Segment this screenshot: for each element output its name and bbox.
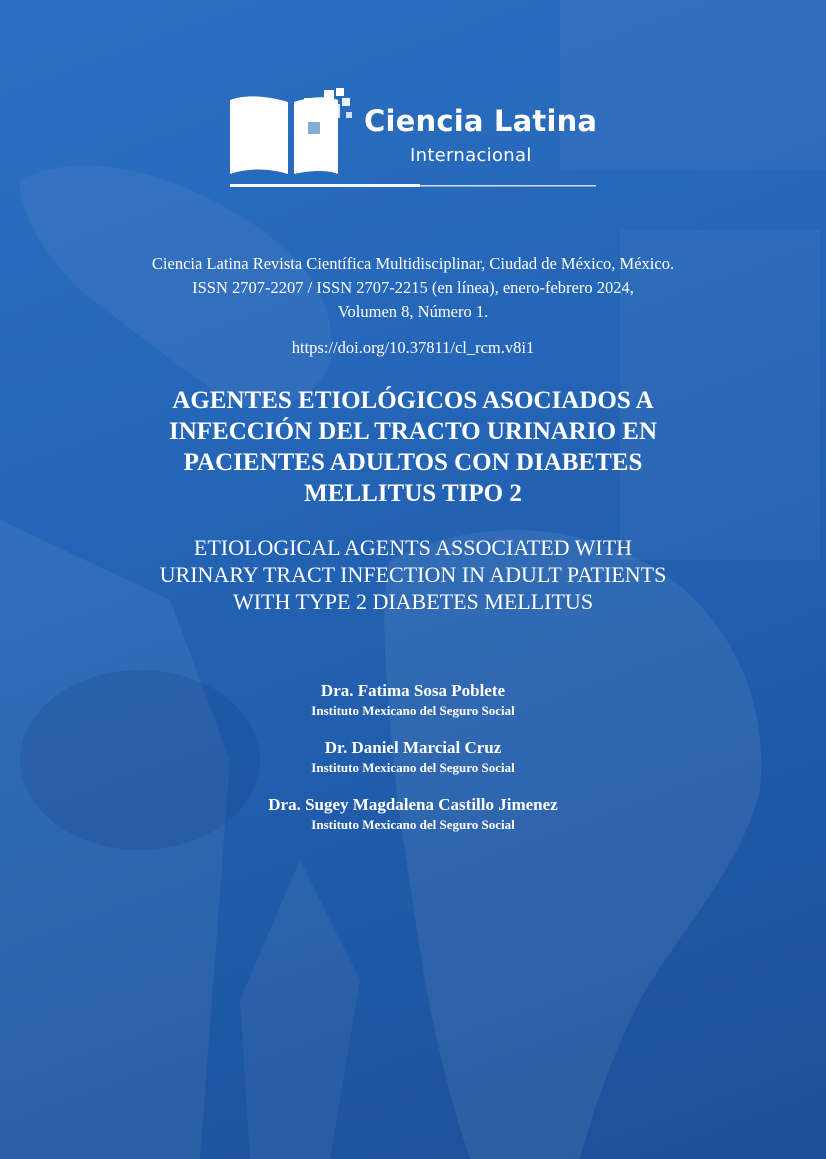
- title-en-line: ETIOLOGICAL AGENTS ASSOCIATED WITH: [193, 535, 633, 560]
- author-name: Dra. Fatima Sosa Poblete: [320, 681, 506, 700]
- title-english: [60, 534, 766, 615]
- title-spanish: [60, 385, 766, 509]
- author-entry: [0, 794, 826, 833]
- author-name: Dr. Daniel Marcial Cruz: [324, 738, 502, 757]
- brand-subtitle: Internacional: [410, 145, 532, 166]
- authors-list: [0, 680, 826, 851]
- brand-name: Ciencia Latina: [364, 104, 598, 138]
- title-es-line: MELLITUS TIPO 2: [304, 480, 522, 507]
- journal-line-2: ISSN 2707-2207 / ISSN 2707-2215 (en línea), enero-febrero 2024,: [192, 278, 634, 297]
- author-name: Dra. Sugey Magdalena Castillo Jimenez: [268, 795, 558, 814]
- title-en-line: URINARY TRACT INFECTION IN ADULT PATIENTS: [159, 562, 667, 587]
- author-entry: [0, 737, 826, 776]
- journal-line-3: Volumen 8, Número 1.: [337, 302, 489, 321]
- journal-line-1: Ciencia Latina Revista Científica Multidisciplinar, Ciudad de México, México.: [151, 254, 675, 273]
- title-es-line: AGENTES ETIOLÓGICOS ASOCIADOS A: [172, 387, 654, 414]
- author-institution: Instituto Mexicano del Seguro Social: [311, 817, 515, 832]
- author-entry: [0, 680, 826, 719]
- journal-info: [0, 252, 826, 324]
- title-es-line: INFECCIÓN DEL TRACTO URINARIO EN: [168, 418, 658, 445]
- author-institution: Instituto Mexicano del Seguro Social: [311, 760, 515, 775]
- title-en-line: WITH TYPE 2 DIABETES MELLITUS: [232, 589, 594, 614]
- doi-link[interactable]: https://doi.org/10.37811/cl_rcm.v8i1: [291, 338, 535, 357]
- author-institution: Instituto Mexicano del Seguro Social: [311, 703, 515, 718]
- title-es-line: PACIENTES ADULTOS CON DIABETES: [183, 449, 643, 476]
